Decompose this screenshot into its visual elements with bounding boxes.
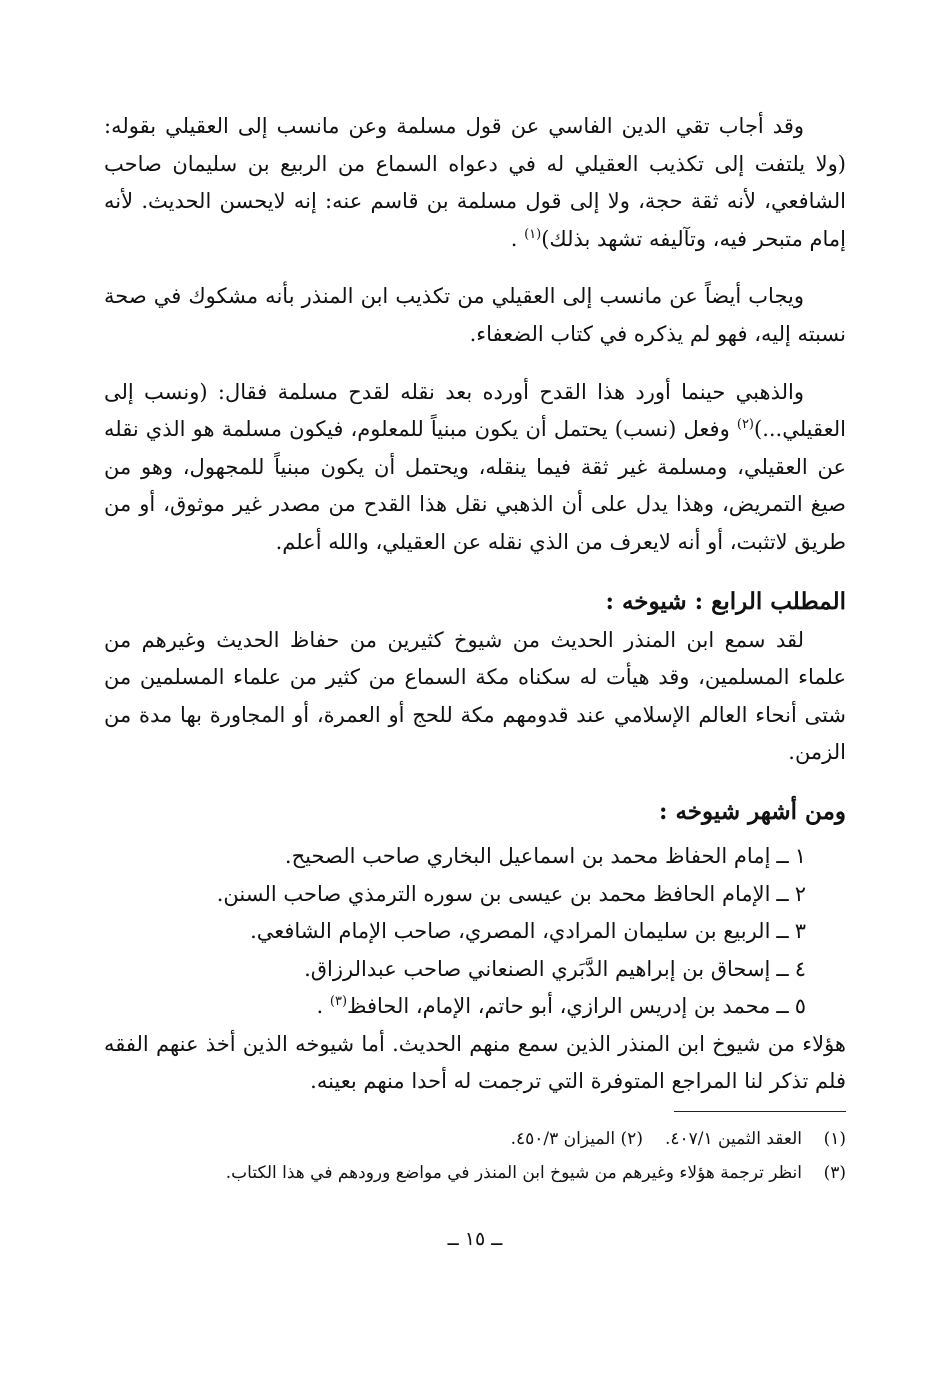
footnote-number: (٣)	[823, 1163, 846, 1183]
list-item-number: ٤	[794, 956, 806, 981]
page-number: ــ ١٥ ــ	[447, 1228, 503, 1250]
teachers-list	[104, 838, 846, 1026]
footnote-ref-3: (٣)	[329, 994, 348, 1010]
list-item-number: ٢	[794, 881, 806, 906]
list-item-number: ٥	[794, 994, 806, 1019]
paragraph-3	[104, 374, 846, 562]
list-item-text: الإمام الحافظ محمد بن عيسى بن سوره الترمذي صاحب السنن.	[216, 881, 771, 906]
list-item-text: محمد بن إدريس الرازي، أبو حاتم، الإمام، الحافظ	[347, 994, 771, 1019]
sub-heading: ومن أشهر شيوخه :	[658, 797, 846, 825]
list-item-text: الربيع بن سليمان المرادي، المصري، صاحب الإمام الشافعي.	[250, 919, 771, 944]
footnote-number: (٢)	[620, 1129, 643, 1149]
list-item-dash: ــ	[776, 919, 789, 944]
footnote-text: العقد الثمين ٤٠٧/١.	[664, 1129, 802, 1149]
paragraph-3-text: والذهبي حينما أورد هذا القدح أورده بعد نقله لقدح مسلمة فقال: (ونسب إلى العقيلي...)	[104, 379, 846, 442]
footnote-line-1	[104, 1122, 846, 1156]
footnote-text: انظر ترجمة هؤلاء وغيرهم من شيوخ ابن المنذر في مواضع ورودهم في هذا الكتاب.	[225, 1163, 802, 1183]
list-item-number: ١	[794, 843, 806, 868]
list-item-text: إمام الحفاظ محمد بن اسماعيل البخاري صاحب الصحيح.	[284, 843, 771, 868]
footnote-ref-2: (٢)	[736, 417, 754, 433]
paragraph-2-text: ويجاب أيضاً عن مانسب إلى العقيلي من تكذيب ابن المنذر بأنه مشكوك في صحة نسبته إليه، فهو لم يذكره في كتاب الضعفاء.	[104, 284, 846, 346]
list-item	[104, 988, 806, 1026]
page-body	[104, 108, 846, 1121]
list-item-dash: ــ	[776, 956, 789, 981]
list-item-tail: .	[316, 994, 330, 1019]
list-item-text: إسحاق بن إبراهيم الدَّبَري الصنعاني صاحب عبدالرزاق.	[304, 956, 771, 981]
footnote-ref-1: (١)	[524, 226, 542, 242]
list-item	[104, 913, 806, 951]
paragraph-3-tail: وفعل (نسب) يحتمل أن يكون مبنياً للمعلوم، فيكون مسلمة هو الذي نقله عن العقيلي، ومسلمة غير ثقة فيما ينقله، ويحتمل أن يكون مبنياً للمجهول، وهو من صيغ التمريض، وهذا يدل على أن الذهبي نقل هذا القدح من مصدر غير موثوق، أو من طريق لاتثبت، أو أنه لايعرف من الذي نقله عن العقيلي، والله أعلم.	[104, 417, 846, 554]
list-item-dash: ــ	[776, 881, 789, 906]
paragraph-2	[104, 278, 846, 353]
closing-paragraph-text: هؤلاء من شيوخ ابن المنذر الذين سمع منهم الحديث. أما شيوخه الذين أخذ عنهم الفقه فلم تذكر لنا المراجع المتوفرة التي ترجمت له أحدا منهم بعينه.	[104, 1031, 846, 1094]
closing-paragraph	[104, 1026, 846, 1101]
footnote-divider	[674, 1111, 846, 1112]
list-item	[104, 838, 806, 876]
list-item-dash: ــ	[776, 843, 789, 868]
section-paragraph-text: لقد سمع ابن المنذر الحديث من شيوخ كثيرين من حفاظ الحديث وغيرهم من علماء المسلمين، وقد هيأت له سكناه مكة السماع من كثير من علماء المسلمين من شتى أنحاء العالم الإسلامي عند قدومهم مكة للحج أو العمرة، أو المجاورة بها مدة من الزمن.	[104, 627, 846, 765]
footnote-text: الميزان ٤٥٠/٣.	[510, 1129, 616, 1149]
paragraph-1-tail: .	[510, 226, 525, 251]
section-heading: المطلب الرابع : شيوخه :	[605, 587, 846, 615]
footnote-number: (١)	[823, 1129, 846, 1149]
paragraph-1-text: وقد أجاب تقي الدين الفاسي عن قول مسلمة وعن مانسب إلى العقيلي بقوله: (ولا يلتفت إلى تكذيب العقيلي له في دعواه السماع من الربيع بن سليمان صاحب الشافعي، لأنه ثقة حجة، ولا إلى قول مسلمة بن قاسم عنه: إنه لايحسن الحديث. لأنه إمام متبحر فيه، وتآليفه تشهد بذلك)	[104, 114, 846, 251]
list-item	[104, 876, 806, 914]
list-item-number: ٣	[794, 919, 806, 944]
footnote-line-2	[104, 1156, 846, 1190]
list-item-dash: ــ	[776, 994, 789, 1019]
section-paragraph	[104, 622, 846, 772]
list-item	[104, 951, 806, 989]
footnotes	[104, 1122, 846, 1190]
paragraph-1	[104, 108, 846, 258]
